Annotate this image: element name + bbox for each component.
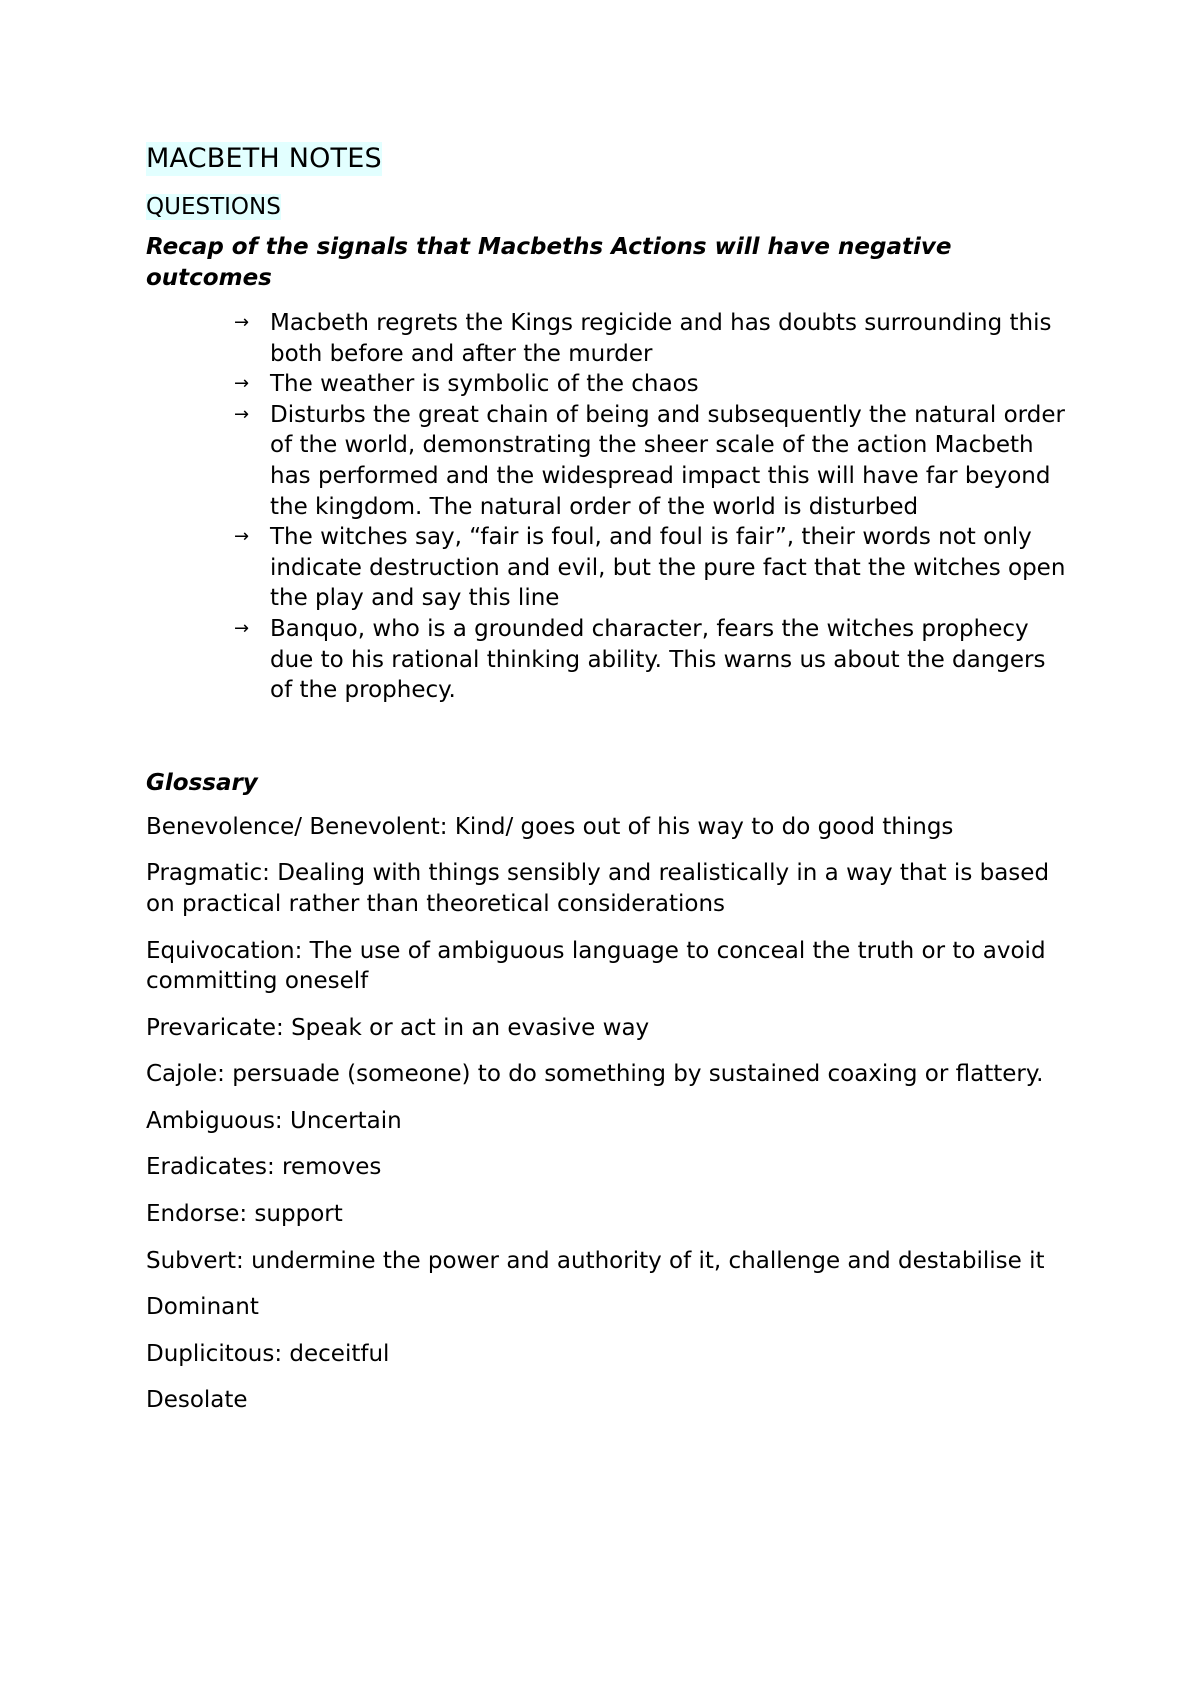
arrow-bullet-icon: → [234,373,250,395]
list-item-text: Banquo, who is a grounded character, fears the witches prophecy due to his rational thinking ability. This warns us about the dangers of the prophecy. [270,615,1046,704]
recap-heading: Recap of the signals that Macbeths Actions will have negative outcomes [146,234,952,291]
glossary-entry: Ambiguous: Uncertain [146,1107,402,1134]
list-item [234,614,1066,706]
list-item-text: Macbeth regrets the Kings regicide and has doubts surrounding this both before and after the murder [270,310,1052,367]
glossary-entry: Cajole: persuade (someone) to do something by sustained coaxing or flattery. [146,1061,1044,1088]
list-item-text: Disturbs the great chain of being and subsequently the natural order of the world, demonstrating the sheer scale of the action Macbeth has performed and the widespread impact this will have far beyond the kingdom. The natural order of the world is disturbed [270,401,1065,520]
list-item-text: The weather is symbolic of the chaos [270,371,699,398]
arrow-bullet-icon: → [234,526,250,548]
glossary-entry: Pragmatic: Dealing with things sensibly and realistically in a way that is based on practical rather than theoretical considerations [146,860,1050,917]
glossary-entry: Dominant [146,1294,259,1321]
list-item [234,308,1066,369]
signals-list [146,308,1066,706]
glossary-entry: Equivocation: The use of ambiguous language to conceal the truth or to avoid committing oneself [146,937,1046,995]
glossary-entry: Endorse: support [146,1201,343,1228]
glossary-list [146,812,1066,1416]
list-item [234,522,1066,614]
glossary-entry: Benevolence/ Benevolent: Kind/ goes out of his way to do good things [146,813,954,840]
list-item-text: The witches say, “fair is foul, and foul is fair”, their words not only indicate destruction and evil, but the pure fact that the witches open the play and say this line [270,524,1066,612]
glossary-entry: Eradicates: removes [146,1154,382,1181]
arrow-bullet-icon: → [234,403,250,425]
glossary-entry: Desolate [146,1387,248,1414]
list-item [234,400,1066,522]
glossary-entry: Prevaricate: Speak or act in an evasive way [146,1014,650,1041]
arrow-bullet-icon: → [234,312,250,333]
glossary-entry: Duplicitous: deceitful [146,1340,390,1367]
glossary-entry: Subvert: undermine the power and authority of it, challenge and destabilise it [146,1247,1045,1274]
list-item [234,369,1066,400]
document-page [146,142,1066,1416]
section-label-questions [146,192,1066,222]
page-title: MACBETH NOTES [146,143,382,174]
section-label-text: QUESTIONS [146,194,281,220]
arrow-bullet-icon: → [234,617,250,639]
glossary-heading: Glossary [146,769,258,796]
